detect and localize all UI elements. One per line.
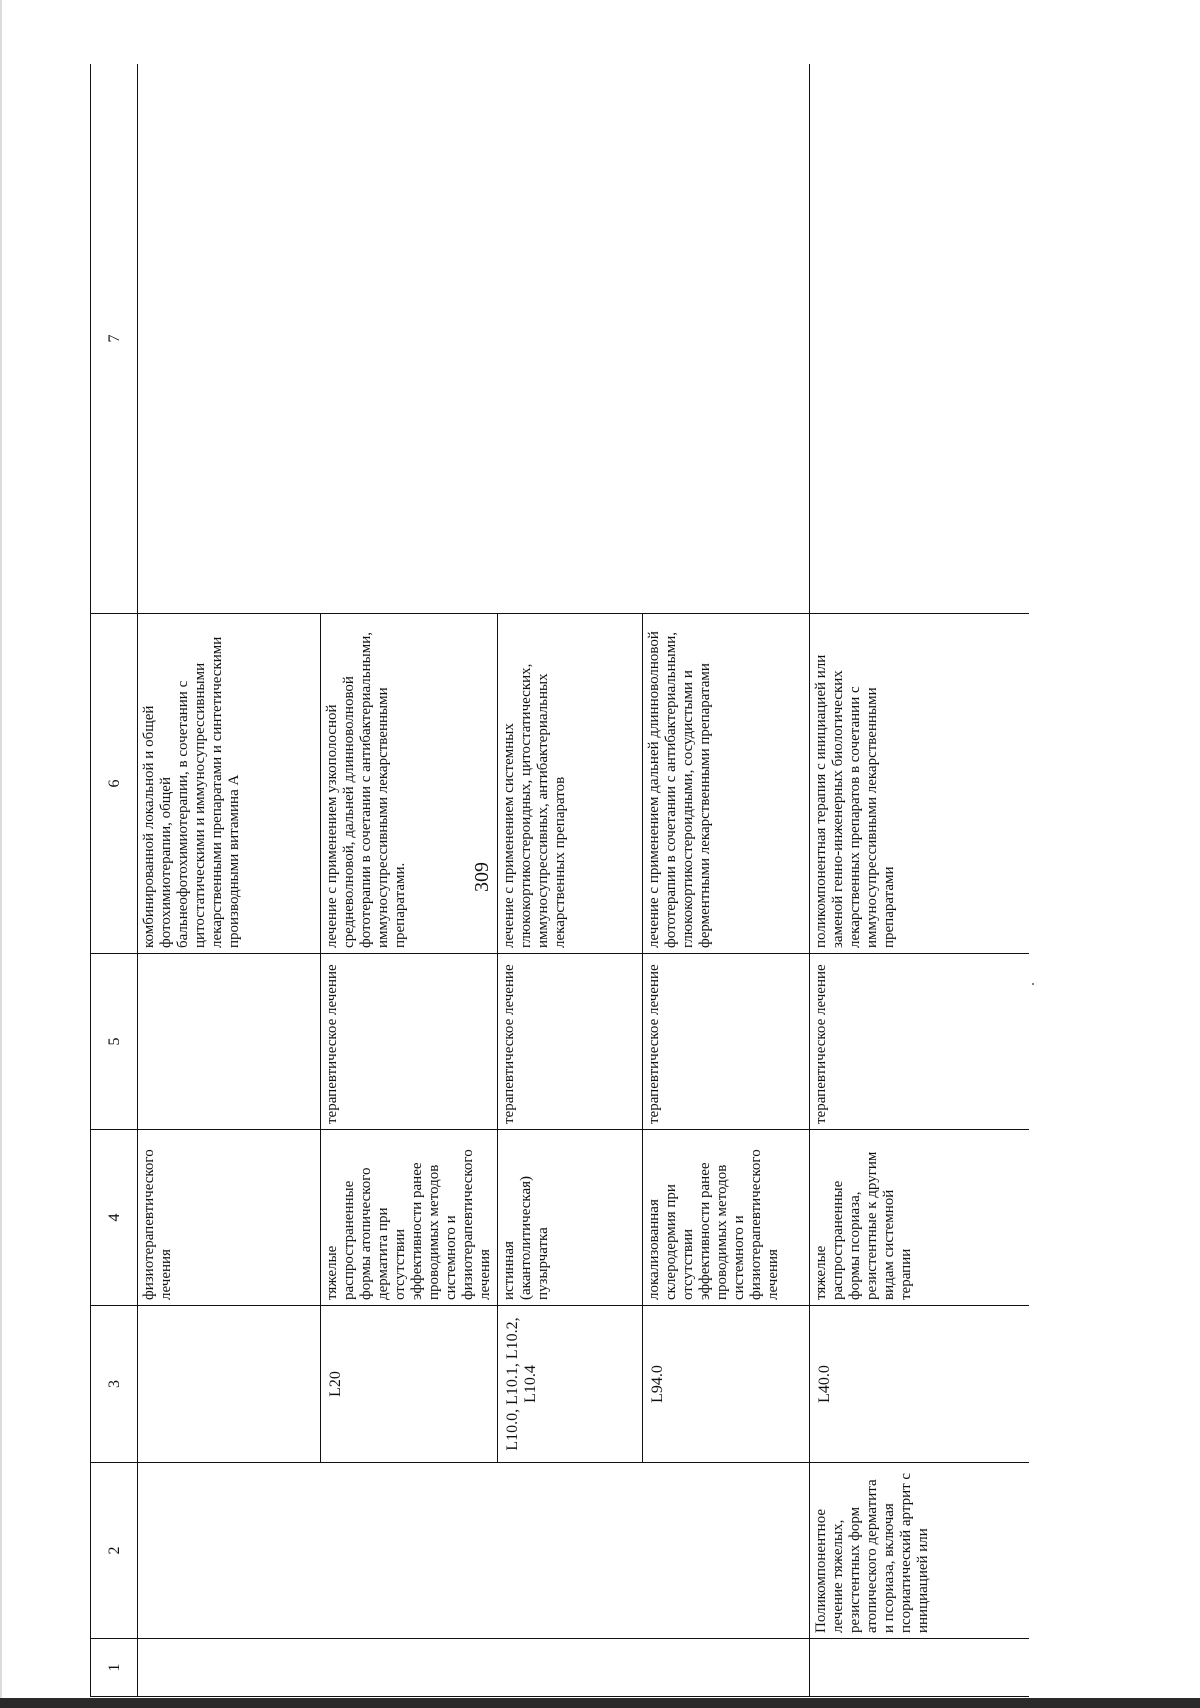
header-col-1: 1 — [91, 1639, 138, 1697]
cell-row2-col2 — [321, 1463, 498, 1639]
table-row — [498, 64, 643, 1697]
cell-row3-col2 — [498, 1463, 643, 1639]
cell-row1-col2 — [138, 1463, 321, 1639]
page-number: 309 — [471, 862, 493, 892]
cell-row1-col5 — [138, 954, 321, 1130]
cell-row1-col1 — [138, 1639, 321, 1697]
cell-row5-col4: тяжелые распространенные формы псориаза, резистентные к другим видам системной терапии — [810, 1130, 1030, 1306]
cell-row5-col2: Поликомпонентное лечение тяжелых, резистентных форм атопического дерматита и псориаза, включая псориатический артрит с инициацией или — [810, 1463, 1030, 1639]
header-col-6: 6 — [91, 614, 138, 954]
cell-row3-col1 — [498, 1639, 643, 1697]
cell-row1-col3 — [138, 1306, 321, 1463]
cell-row1-col7 — [138, 64, 321, 614]
cell-row2-col1 — [321, 1639, 498, 1697]
cell-row3-col6: лечение с применением системных глюкокортикостероидных, цитостатических, иммуносупрессивных, антибактериальных лекарственных препаратов — [498, 614, 643, 954]
cell-row2-col5: терапевтическое лечение — [321, 954, 498, 1130]
cell-row4-col1 — [643, 1639, 810, 1697]
cell-row1-col6: комбинированной локальной и общей фотохимиотерапии, общей бальнеофотохимиотерапии, в сочетании с цитостатическими и иммуносупрессивными лекарственными препаратами и синтетическими производными витамина А — [138, 614, 321, 954]
cell-row2-col6: лечение с применением узкополосной средневолновой, дальней длинноволновой фототерапии в сочетании с антибактериальными, иммуносупрессивными лекарственными препаратами. — [321, 614, 498, 954]
services-table — [90, 64, 1029, 1697]
cell-row4-col5: терапевтическое лечение — [643, 954, 810, 1130]
rotated-table-container — [90, 64, 1029, 1697]
cell-row3-col4: истинная (акантолитическая) пузырчатка — [498, 1130, 643, 1306]
table-row — [321, 64, 498, 1697]
header-col-5: 5 — [91, 954, 138, 1130]
cell-row4-col6: лечение с применением дальней длинноволновой фототерапии в сочетании с антибактериальными, глюкокортикостероидными, сосудистыми и ферментными лекарственными препаратами — [643, 614, 810, 954]
scan-edge — [0, 0, 2, 1708]
cell-row5-col6: поликомпонентная терапия с инициацией или заменой генно-инженерных биологических лекарственных препаратов в сочетании с иммуносупрессивными лекарственными препаратами — [810, 614, 1030, 954]
table-header-row — [91, 64, 138, 1697]
cell-row3-col7 — [498, 64, 643, 614]
scan-bottom-edge — [0, 1698, 1200, 1708]
header-col-4: 4 — [91, 1130, 138, 1306]
cell-row3-col5: терапевтическое лечение — [498, 954, 643, 1130]
cell-row1-col4: физиотерапевтического лечения — [138, 1130, 321, 1306]
table-row — [138, 64, 321, 1697]
cell-row2-col7 — [321, 64, 498, 614]
cell-row5-col3: L40.0 — [810, 1306, 1030, 1463]
header-col-3: 3 — [91, 1306, 138, 1463]
header-col-7: 7 — [91, 64, 138, 614]
cell-row2-col3: L20 — [321, 1306, 498, 1463]
scan-speck — [1032, 983, 1034, 985]
cell-row5-col1 — [810, 1639, 1030, 1697]
cell-row2-col4: тяжелые распространенные формы атопического дерматита при отсутствии эффективности ранее проводимых методов системного и физиотерапевтического лечения — [321, 1130, 498, 1306]
table-frame — [90, 64, 1029, 1697]
cell-row5-col7 — [810, 64, 1030, 614]
table-row — [810, 64, 1030, 1697]
cell-row5-col5: терапевтическое лечение — [810, 954, 1030, 1130]
table-row — [643, 64, 810, 1697]
cell-row4-col4: локализованная склеродермия при отсутствии эффективности ранее проводимых методов системного и физиотерапевтического лечения — [643, 1130, 810, 1306]
cell-row4-col3: L94.0 — [643, 1306, 810, 1463]
cell-row3-col3: L10.0, L10.1, L10.2, L10.4 — [498, 1306, 643, 1463]
header-col-2: 2 — [91, 1463, 138, 1639]
cell-row4-col7 — [643, 64, 810, 614]
cell-row4-col2 — [643, 1463, 810, 1639]
